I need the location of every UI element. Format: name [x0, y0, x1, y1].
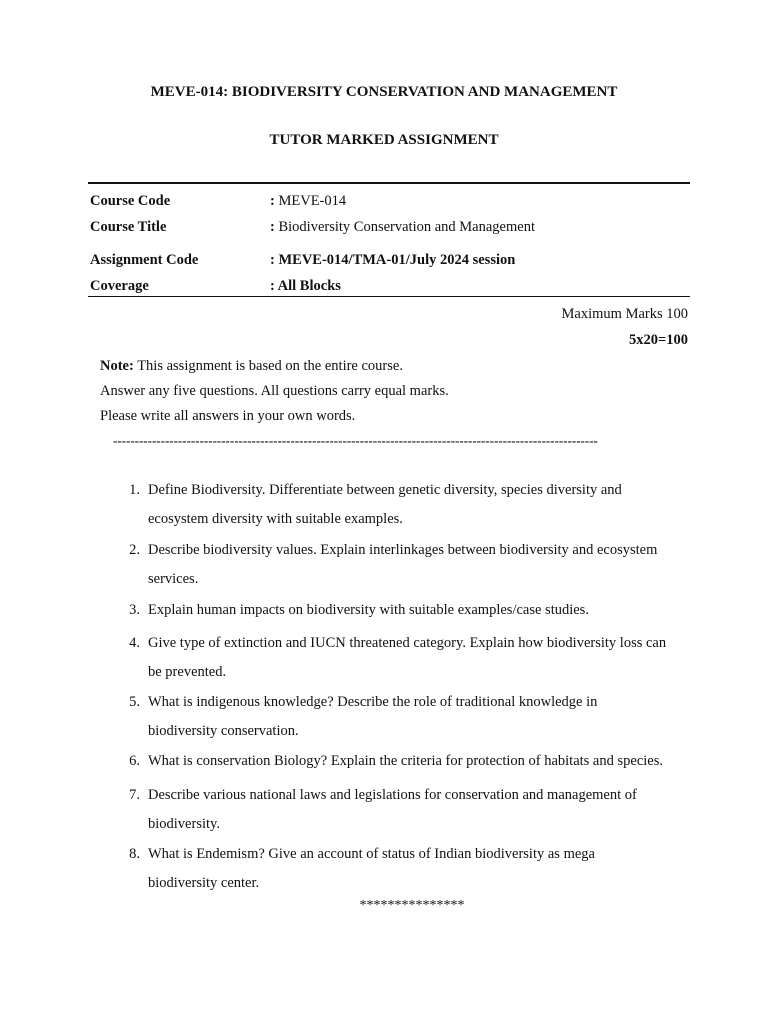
coverage-value-wrap	[270, 278, 341, 295]
question-number: 6.	[129, 753, 140, 769]
question-text-line-1: What is indigenous knowledge? Describe the role of traditional knowledge in	[148, 694, 598, 710]
question-text-line-1: Give type of extinction and IUCN threatened category. Explain how biodiversity loss can	[148, 635, 667, 651]
document-title: MEVE-014: BIODIVERSITY CONSERVATION AND MANAGEMENT	[150, 84, 618, 100]
question-number: 7.	[129, 787, 140, 803]
coverage-value: All Blocks	[277, 278, 341, 294]
course-code-separator: :	[270, 193, 279, 209]
question-text-line-2: be prevented.	[148, 664, 227, 680]
question-number: 8.	[129, 846, 140, 862]
course-code-value-wrap	[270, 193, 346, 210]
note-text: This assignment is based on the entire course.	[133, 358, 403, 374]
question-number: 3.	[129, 602, 140, 618]
question-text-line-2: biodiversity center.	[148, 875, 260, 891]
note-label: Note:	[100, 358, 134, 374]
assignment-code-label: Assignment Code	[90, 252, 199, 268]
course-title-separator: :	[270, 219, 279, 235]
coverage-label: Coverage	[90, 278, 149, 294]
question-text-line-2: biodiversity.	[148, 816, 220, 832]
question-text-line-1: Define Biodiversity. Differentiate between genetic diversity, species diversity and	[148, 482, 622, 498]
instruction-line-3: Please write all answers in your own words.	[100, 408, 356, 424]
question-text-line-1: Describe various national laws and legislations for conservation and management of	[148, 787, 637, 803]
assignment-code-value-wrap	[270, 252, 515, 269]
question-text-line-1: What is Endemism? Give an account of status of Indian biodiversity as mega	[148, 846, 595, 862]
bottom-rule	[88, 296, 690, 297]
question-number: 5.	[129, 694, 140, 710]
question-text-line-1: What is conservation Biology? Explain the criteria for protection of habitats and species.	[148, 753, 663, 769]
question-text-line-2: services.	[148, 571, 199, 587]
course-code-value: MEVE-014	[278, 193, 347, 209]
question-text-line-1: Describe biodiversity values. Explain interlinkages between biodiversity and ecosystem	[148, 542, 658, 558]
course-title-value: Biodiversity Conservation and Management	[278, 219, 535, 235]
course-title-value-wrap	[270, 219, 535, 236]
question-text-line-2: ecosystem diversity with suitable examples.	[148, 511, 403, 527]
instruction-line-2: Answer any five questions. All questions carry equal marks.	[100, 383, 449, 399]
document-subtitle: TUTOR MARKED ASSIGNMENT	[269, 132, 499, 148]
coverage-separator: :	[270, 278, 278, 294]
course-code-label: Course Code	[90, 193, 171, 209]
end-stars: ***************	[359, 898, 465, 913]
question-text-line-2: biodiversity conservation.	[148, 723, 299, 739]
question-number: 2.	[129, 542, 140, 558]
question-number: 1.	[129, 482, 140, 498]
note-line	[100, 358, 403, 375]
maximum-marks: Maximum Marks 100	[561, 306, 688, 322]
assignment-code-separator: :	[270, 252, 279, 268]
marks-breakdown: 5x20=100	[628, 332, 688, 348]
question-number: 4.	[129, 635, 140, 651]
dashed-divider: ----------------------------------------------------------------------------------------------------------------	[113, 433, 598, 448]
assignment-code-value: MEVE-014/TMA-01/July 2024 session	[278, 252, 516, 268]
top-rule	[88, 182, 690, 184]
course-title-label: Course Title	[90, 219, 167, 235]
question-text-line-1: Explain human impacts on biodiversity with suitable examples/case studies.	[148, 602, 589, 618]
